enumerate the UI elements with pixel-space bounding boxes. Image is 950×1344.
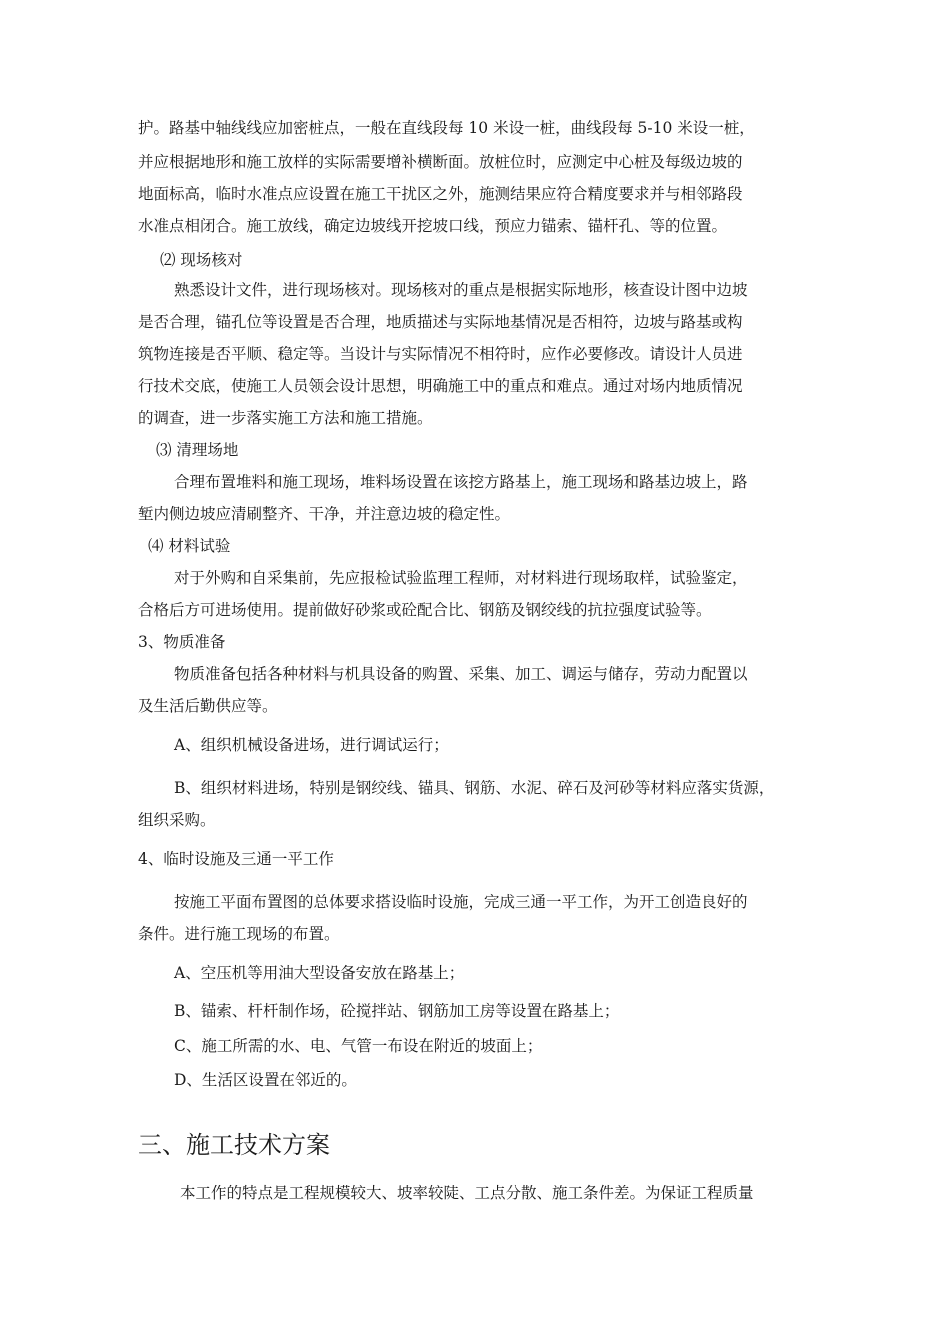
paragraph-line: 并应根据地形和施工放样的实际需要增补横断面。放桩位时，应测定中心桩及每级边坡的 — [138, 153, 743, 171]
section-title: 4、临时设施及三通一平工作 — [138, 850, 334, 868]
paragraph-line: 对于外购和自采集前，先应报检试验监理工程师，对材料进行现场取样，试验鉴定， — [174, 569, 748, 587]
paragraph-line: 物质准备包括各种材料与机具设备的购置、采集、加工、调运与储存，劳动力配置以 — [174, 665, 748, 683]
list-item: A、组织机械设备进场，进行调试运行； — [174, 736, 449, 754]
paragraph-line: 条件。进行施工现场的布置。 — [138, 925, 340, 943]
paragraph-line: 及生活后勤供应等。 — [138, 697, 278, 715]
list-item-continuation: 组织采购。 — [138, 811, 216, 829]
list-item: B、组织材料进场，特别是钢绞线、锚具、钢筋、水泥、碎石及河砂等材料应落实货源， — [174, 779, 775, 797]
subsection-title: ⑶ 清理场地 — [156, 441, 239, 459]
paragraph-line: 水准点相闭合。施工放线，确定边坡线开挖坡口线，预应力锚索、锚杆孔、等的位置。 — [138, 217, 728, 235]
paragraph-line: 行技术交底，使施工人员领会设计思想，明确施工中的重点和难点。通过对场内地质情况 — [138, 377, 743, 395]
list-item: D、生活区设置在邻近的。 — [174, 1071, 357, 1089]
paragraph-line: 合理布置堆料和施工现场，堆料场设置在该挖方路基上，施工现场和路基边坡上，路 — [174, 473, 748, 491]
paragraph-line: 筑物连接是否平顺、稳定等。当设计与实际情况不相符时，应作必要修改。请设计人员进 — [138, 345, 743, 363]
subsection-title: ⑷ 材料试验 — [148, 537, 231, 555]
list-item: C、施工所需的水、电、气管一布设在附近的坡面上； — [174, 1037, 543, 1055]
paragraph-line: 熟悉设计文件，进行现场核对。现场核对的重点是根据实际地形，核查设计图中边坡 — [174, 281, 748, 299]
paragraph-line: 地面标高，临时水准点应设置在施工干扰区之外，施测结果应符合精度要求并与相邻路段 — [138, 185, 743, 203]
list-item: B、锚索、杆杆制作场，砼搅拌站、钢筋加工房等设置在路基上； — [174, 1002, 620, 1020]
subsection-title: ⑵ 现场核对 — [160, 251, 243, 269]
chapter-heading: 三、施工技术方案 — [138, 1131, 330, 1159]
paragraph-line: 堑内侧边坡应清刷整齐、干净，并注意边坡的稳定性。 — [138, 505, 511, 523]
list-item: A、空压机等用油大型设备安放在路基上； — [174, 964, 465, 982]
paragraph-line: 护。路基中轴线线应加密桩点，一般在直线段每 10 米设一桩，曲线段每 5-10 米设一桩， — [138, 119, 755, 137]
section-title: 3、物质准备 — [138, 633, 226, 651]
paragraph-line: 是否合理，锚孔位等设置是否合理，地质描述与实际地基情况是否相符，边坡与路基或构 — [138, 313, 743, 331]
paragraph-line: 按施工平面布置图的总体要求搭设临时设施，完成三通一平工作，为开工创造良好的 — [174, 893, 748, 911]
paragraph-line: 的调查，进一步落实施工方法和施工措施。 — [138, 409, 433, 427]
paragraph-line: 合格后方可进场使用。提前做好砂浆或砼配合比、钢筋及钢绞线的抗拉强度试验等。 — [138, 601, 712, 619]
paragraph-line: 本工作的特点是工程规模较大、坡率较陡、工点分散、施工条件差。为保证工程质量 — [180, 1184, 754, 1202]
